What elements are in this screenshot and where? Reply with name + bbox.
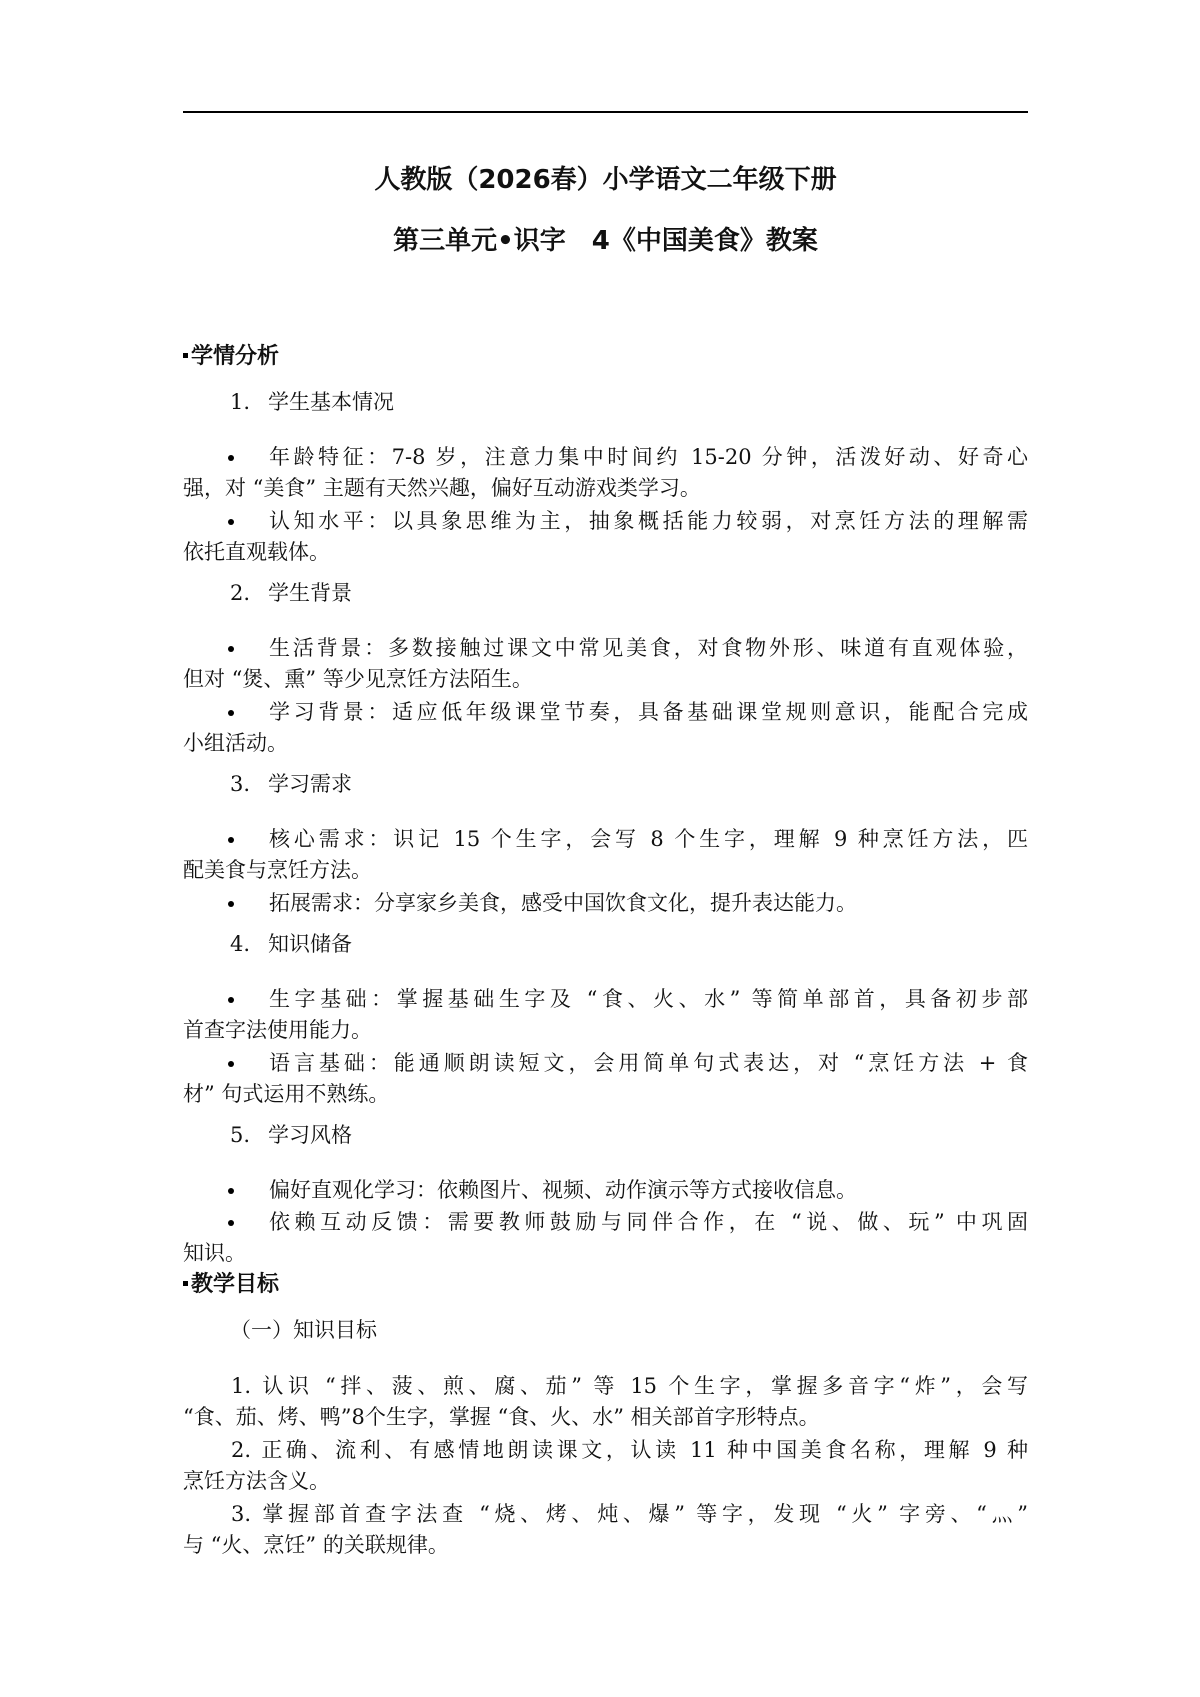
bullet-dot-icon: [228, 1220, 234, 1226]
numbered-item: 3. 学习需求: [230, 772, 352, 796]
bullet-item: 学习背景：适应低年级课堂节奏，具备基础课堂规则意识，能配合完成: [183, 697, 1028, 727]
bullet-item-continuation: 强，对 “美食” 主题有天然兴趣，偏好互动游戏类学习。: [183, 476, 701, 500]
objective-paragraph: 1. 认识 “拌、菠、煎、腐、茄” 等 15 个生字，掌握多音字“炸”，会写: [231, 1374, 1028, 1398]
bullet-item-continuation: 配美食与烹饪方法。: [183, 858, 372, 882]
document-title: 人教版（2026春）小学语文二年级下册: [374, 165, 837, 195]
bullet-item: 语言基础：能通顺朗读短文，会用简单句式表达，对 “烹饪方法 + 食: [183, 1048, 1028, 1078]
objective-paragraph-continuation: “食、茄、烤、鸭”8个生字，掌握 “食、火、水” 相关部首字形特点。: [183, 1405, 820, 1429]
bullet-item-continuation: 首查字法使用能力。: [183, 1018, 372, 1042]
bullet-item: 认知水平：以具象思维为主，抽象概括能力较弱，对烹饪方法的理解需: [183, 506, 1028, 536]
document-subtitle: 第三单元•识字 4《中国美食》教案: [393, 226, 818, 256]
bullet-item: 依赖互动反馈：需要教师鼓励与同伴合作，在 “说、做、玩” 中巩固: [183, 1207, 1028, 1237]
objective-paragraph: 2. 正确、流利、有感情地朗读课文，认读 11 种中国美食名称，理解 9 种: [231, 1438, 1028, 1462]
bullet-dot-icon: [228, 1061, 234, 1067]
bullet-dot-icon: [228, 710, 234, 716]
objective-paragraph-continuation: 烹饪方法含义。: [183, 1469, 330, 1493]
square-bullet-icon: [183, 1281, 188, 1286]
bullet-dot-icon: [228, 901, 234, 907]
bullet-dot-icon: [228, 837, 234, 843]
numbered-item: 5. 学习风格: [230, 1123, 352, 1147]
bullet-item: 年龄特征：7-8 岁，注意力集中时间约 15-20 分钟，活泼好动、好奇心: [183, 442, 1028, 472]
bullet-item-continuation: 依托直观载体。: [183, 540, 330, 564]
numbered-item: 1. 学生基本情况: [230, 390, 394, 414]
bullet-dot-icon: [228, 519, 234, 525]
bullet-item: 拓展需求：分享家乡美食，感受中国饮食文化，提升表达能力。: [183, 888, 1028, 918]
bullet-item-continuation: 知识。: [183, 1241, 246, 1265]
objective-paragraph-continuation: 与 “火、烹饪” 的关联规律。: [183, 1533, 449, 1557]
bullet-item-continuation: 小组活动。: [183, 731, 288, 755]
numbered-item: 4. 知识储备: [230, 932, 352, 956]
bullet-item: 生字基础：掌握基础生字及 “食、火、水” 等简单部首，具备初步部: [183, 984, 1028, 1014]
numbered-item: 2. 学生背景: [230, 581, 352, 605]
bullet-dot-icon: [228, 455, 234, 461]
bullet-item-continuation: 材” 句式运用不熟练。: [183, 1082, 390, 1106]
header-rule: [183, 111, 1028, 113]
objective-paragraph: 3. 掌握部首查字法查 “烧、烤、炖、爆” 等字，发现 “火” 字旁、“灬”: [231, 1502, 1028, 1526]
bullet-dot-icon: [228, 1188, 234, 1194]
section-heading-objectives: 教学目标: [183, 1270, 279, 1300]
bullet-item: 核心需求：识记 15 个生字，会写 8 个生字，理解 9 种烹饪方法，匹: [183, 824, 1028, 854]
subsection-heading: （一）知识目标: [230, 1318, 377, 1342]
bullet-dot-icon: [228, 997, 234, 1003]
bullet-dot-icon: [228, 646, 234, 652]
bullet-item: 生活背景：多数接触过课文中常见美食，对食物外形、味道有直观体验，: [183, 633, 1028, 663]
bullet-item-continuation: 但对 “煲、熏” 等少见烹饪方法陌生。: [183, 667, 533, 691]
bullet-item: 偏好直观化学习：依赖图片、视频、动作演示等方式接收信息。: [183, 1175, 1028, 1205]
section-heading-analysis: 学情分析: [183, 342, 279, 372]
square-bullet-icon: [183, 353, 188, 358]
